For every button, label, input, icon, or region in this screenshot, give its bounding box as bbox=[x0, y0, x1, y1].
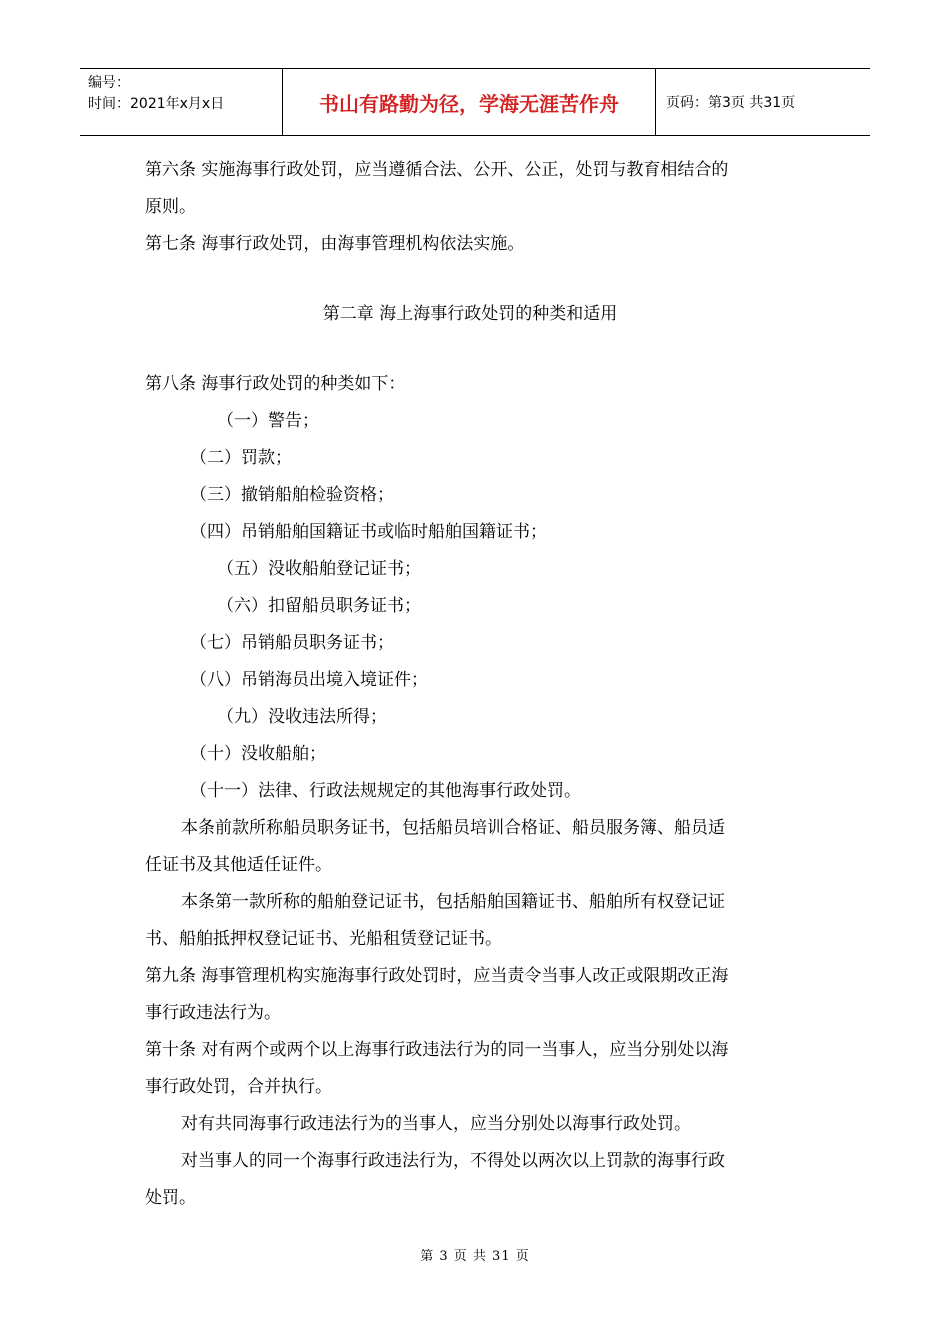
paragraph-1-line-2: 任证书及其他适任证件。 bbox=[145, 855, 332, 875]
list-item: （十一）法律、行政法规规定的其他海事行政处罚。 bbox=[190, 781, 581, 801]
article-10-line-1: 第十条 对有两个或两个以上海事行政违法行为的同一当事人，应当分别处以海 bbox=[145, 1040, 729, 1060]
list-item: （四）吊销船舶国籍证书或临时船舶国籍证书； bbox=[190, 522, 547, 542]
paragraph-4-line-1: 对当事人的同一个海事行政违法行为，不得处以两次以上罚款的海事行政 bbox=[181, 1151, 725, 1171]
list-item: （十）没收船舶； bbox=[190, 744, 326, 764]
paragraph-1-line-1: 本条前款所称船员职务证书，包括船员培训合格证、船员服务簿、船员适 bbox=[181, 818, 725, 838]
header-page: 页码：第3页 共31页 bbox=[666, 95, 796, 111]
list-item: （八）吊销海员出境入境证件； bbox=[190, 670, 428, 690]
paragraph-4-line-2: 处罚。 bbox=[145, 1188, 196, 1208]
list-item: （一）警告； bbox=[217, 411, 319, 431]
paragraph-3: 对有共同海事行政违法行为的当事人，应当分别处以海事行政处罚。 bbox=[181, 1114, 691, 1134]
header-number: 编号： bbox=[88, 75, 130, 91]
document-body bbox=[145, 152, 810, 1217]
list-item: （三）撤销船舶检验资格； bbox=[190, 485, 394, 505]
article-7: 第七条 海事行政处罚，由海事管理机构依法实施。 bbox=[145, 234, 525, 254]
article-9-line-1: 第九条 海事管理机构实施海事行政处罚时，应当责令当事人改正或限期改正海 bbox=[145, 966, 729, 986]
article-8: 第八条 海事行政处罚的种类如下： bbox=[145, 374, 406, 394]
chapter-title: 第二章 海上海事行政处罚的种类和适用 bbox=[322, 304, 618, 324]
header-meta bbox=[80, 69, 283, 135]
article-9-line-2: 事行政违法行为。 bbox=[145, 1003, 281, 1023]
list-item: （九）没收违法所得； bbox=[217, 707, 387, 727]
article-6-line-1: 第六条 实施海事行政处罚，应当遵循合法、公开、公正，处罚与教育相结合的 bbox=[145, 160, 729, 180]
list-item: （七）吊销船员职务证书； bbox=[190, 633, 394, 653]
header-date: 时间：2021年x月x日 bbox=[88, 96, 225, 112]
paragraph-2-line-2: 书、船舶抵押权登记证书、光船租赁登记证书。 bbox=[145, 929, 502, 949]
header-motto: 书山有路勤为径，学海无涯苦作舟 bbox=[283, 69, 656, 135]
list-item: （五）没收船舶登记证书； bbox=[217, 559, 421, 579]
page-header bbox=[80, 68, 870, 136]
list-item: （二）罚款； bbox=[190, 448, 292, 468]
article-10-line-2: 事行政处罚，合并执行。 bbox=[145, 1077, 332, 1097]
paragraph-2-line-1: 本条第一款所称的船舶登记证书，包括船舶国籍证书、船舶所有权登记证 bbox=[181, 892, 725, 912]
article-6-line-2: 原则。 bbox=[145, 197, 196, 217]
list-item: （六）扣留船员职务证书； bbox=[217, 596, 421, 616]
page-footer: 第 3 页 共 31 页 bbox=[420, 1249, 530, 1264]
